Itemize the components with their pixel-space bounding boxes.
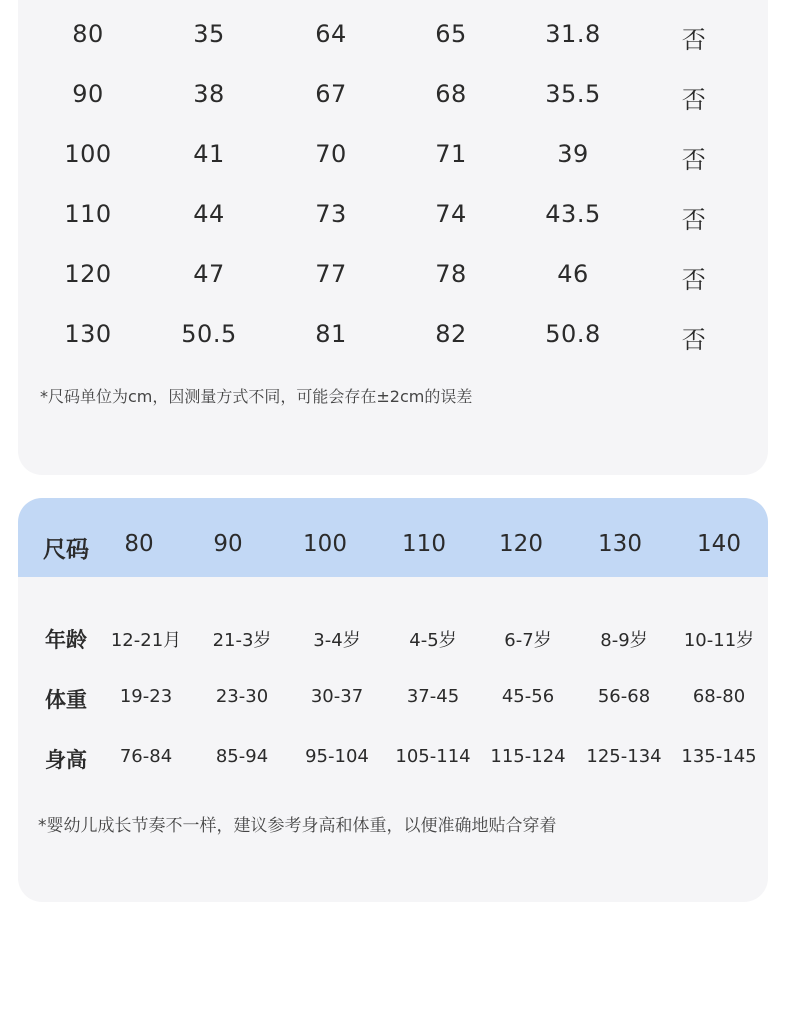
table-cell: 3-4岁 xyxy=(313,630,361,651)
table-cell: 4-5岁 xyxy=(409,630,457,651)
table-cell: 否 xyxy=(681,146,707,174)
table-row xyxy=(18,312,768,352)
row-label-age: 年龄 xyxy=(45,628,87,652)
table-cell: 125-134 xyxy=(586,746,662,767)
table-cell: 35 xyxy=(193,20,225,48)
table-cell: 37-45 xyxy=(406,686,460,707)
table-cell: 135-145 xyxy=(681,746,757,767)
table-row-age xyxy=(18,618,768,658)
table-cell: 67 xyxy=(315,80,347,108)
table-cell: 47 xyxy=(193,260,225,288)
table-cell: 130 xyxy=(64,320,112,348)
table-cell: 110 xyxy=(64,200,112,228)
table-cell: 64 xyxy=(315,20,347,48)
table-cell: 81 xyxy=(315,320,347,348)
row-label-weight: 体重 xyxy=(45,688,87,712)
table-cell: 否 xyxy=(681,266,707,294)
table-row xyxy=(18,252,768,292)
header-cell: 120 xyxy=(499,531,543,557)
table-cell: 31.8 xyxy=(545,20,601,48)
table-cell: 19-23 xyxy=(119,686,173,707)
table-cell: 74 xyxy=(435,200,467,228)
measurement-note: *尺码单位为cm，因测量方式不同，可能会存在±2cm的误差 xyxy=(40,387,473,406)
size-chart-card xyxy=(18,498,768,902)
measurement-table-card xyxy=(18,0,768,475)
table-row xyxy=(18,192,768,232)
table-cell: 46 xyxy=(557,260,589,288)
table-row xyxy=(18,72,768,112)
size-chart-note: *婴幼儿成长节奏不一样，建议参考身高和体重，以便准确地贴合穿着 xyxy=(38,816,557,836)
table-cell: 76-84 xyxy=(119,746,173,767)
table-cell: 35.5 xyxy=(545,80,601,108)
header-cell: 90 xyxy=(213,531,243,557)
table-cell: 否 xyxy=(681,26,707,54)
table-cell: 否 xyxy=(681,86,707,114)
table-cell: 30-37 xyxy=(310,686,364,707)
table-row xyxy=(18,12,768,52)
header-cell: 80 xyxy=(124,531,154,557)
table-cell: 39 xyxy=(557,140,589,168)
table-cell: 44 xyxy=(193,200,225,228)
table-cell: 65 xyxy=(435,20,467,48)
table-cell: 45-56 xyxy=(501,686,555,707)
header-cell: 130 xyxy=(598,531,642,557)
table-cell: 43.5 xyxy=(545,200,601,228)
table-cell: 否 xyxy=(681,326,707,354)
table-cell: 否 xyxy=(681,206,707,234)
header-cell: 140 xyxy=(697,531,741,557)
table-row-height xyxy=(18,738,768,778)
table-cell: 8-9岁 xyxy=(600,630,648,651)
table-cell: 71 xyxy=(435,140,467,168)
table-cell: 21-3岁 xyxy=(212,630,272,651)
table-cell: 100 xyxy=(64,140,112,168)
table-cell: 120 xyxy=(64,260,112,288)
table-cell: 70 xyxy=(315,140,347,168)
table-cell: 6-7岁 xyxy=(504,630,552,651)
table-cell: 68-80 xyxy=(692,686,746,707)
header-label-size: 尺码 xyxy=(43,537,89,563)
table-row xyxy=(18,132,768,172)
table-cell: 41 xyxy=(193,140,225,168)
row-label-height: 身高 xyxy=(45,748,87,772)
table-cell: 38 xyxy=(193,80,225,108)
table-cell: 90 xyxy=(72,80,104,108)
table-cell: 78 xyxy=(435,260,467,288)
header-cell: 100 xyxy=(303,531,347,557)
table-cell: 68 xyxy=(435,80,467,108)
table-cell: 95-104 xyxy=(305,746,369,767)
table-cell: 105-114 xyxy=(395,746,471,767)
table-row-weight xyxy=(18,678,768,718)
header-cell: 110 xyxy=(402,531,446,557)
table-cell: 56-68 xyxy=(597,686,651,707)
table-cell: 80 xyxy=(72,20,104,48)
table-cell: 85-94 xyxy=(215,746,269,767)
size-chart-header xyxy=(18,498,768,577)
table-cell: 12-21月 xyxy=(110,630,182,651)
table-cell: 50.8 xyxy=(545,320,601,348)
table-cell: 77 xyxy=(315,260,347,288)
table-cell: 50.5 xyxy=(181,320,237,348)
table-cell: 73 xyxy=(315,200,347,228)
table-cell: 10-11岁 xyxy=(683,630,755,651)
table-cell: 82 xyxy=(435,320,467,348)
table-cell: 23-30 xyxy=(215,686,269,707)
table-cell: 115-124 xyxy=(490,746,566,767)
